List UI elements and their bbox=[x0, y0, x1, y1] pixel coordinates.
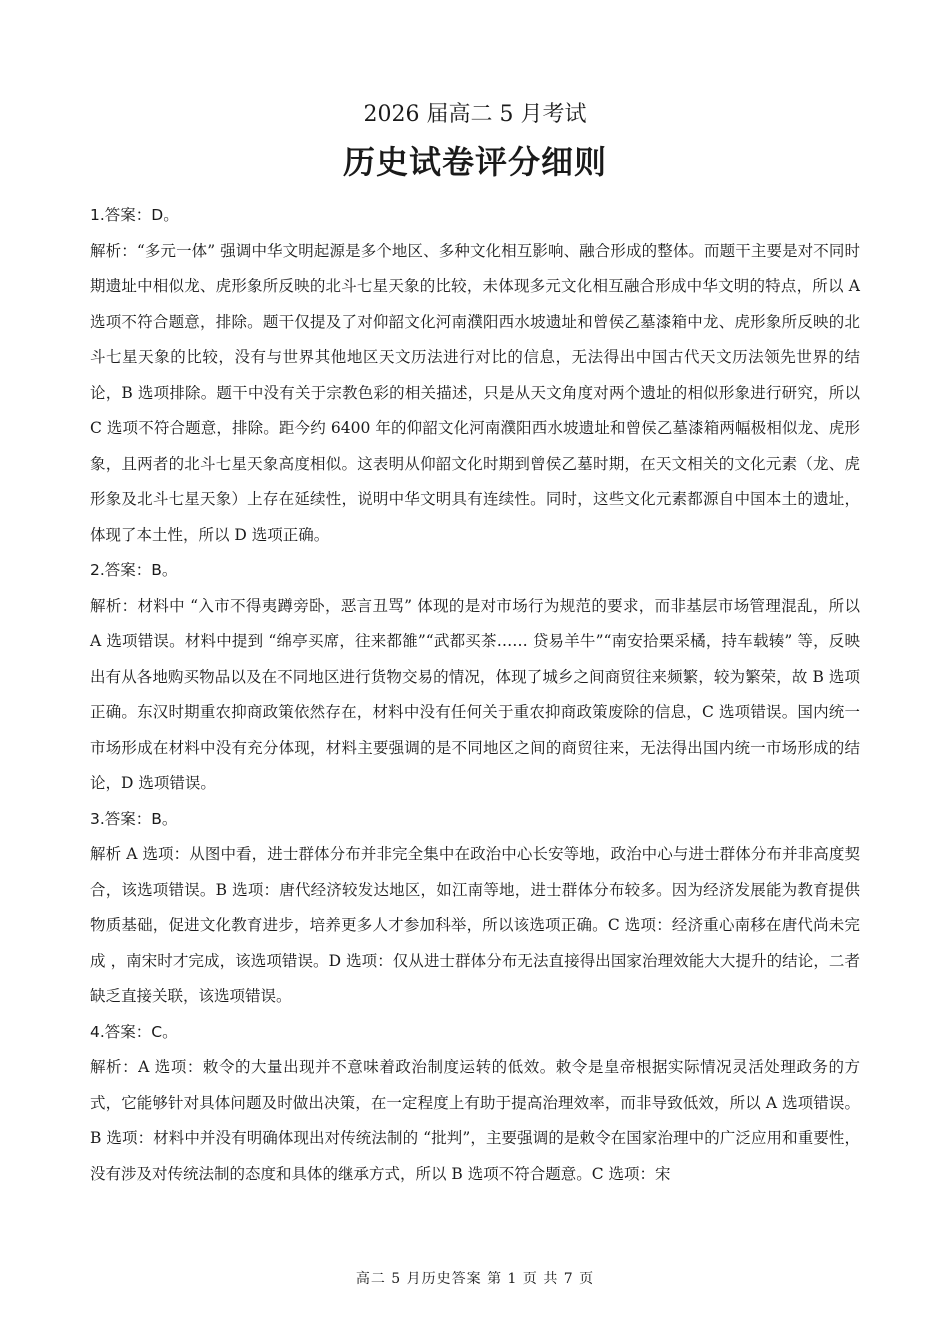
q3-answer: 3.答案：B。 bbox=[90, 809, 178, 828]
q1-analysis: 解析：“多元一体” 强调中华文明起源是多个地区、多种文化相互影响、融合形成的整体。而题干主要是对不同时期遗址中相似龙、虎形象所反映的北斗七星天象的比较，未体现多元文化相互融合形成中华文明的特点，所以 A 选项不符合题意，排除。题干仅提及了对仰韶文化河南濮阳西水坡遗址和曾侯乙墓漆箱中龙、虎形象所反映的北斗七星天象的比较，没有与世界其他地区天文历法进行对比的信息，无法得出中国古代天文历法领先世界的结论，B 选项排除。题干中没有关于宗教色彩的相关描述，只是从天文角度对两个遗址的相似形象进行研究，所以 C 选项不符合题意，排除。距今约 6400 年的仰韶文化河南濮阳西水坡遗址和曾侯乙墓漆箱两幅极相似龙、虎形象，且两者的北斗七星天象高度相似。这表明从仰韶文化时期到曾侯乙墓时期，在天文相关的文化元素（龙、虎形象及北斗七星天象）上存在延续性，说明中华文明具有连续性。同时，这些文化元素都源自中国本土的遗址，体现了本土性，所以 D 选项正确。 bbox=[90, 241, 860, 544]
q4-analysis: 解析：A 选项：敕令的大量出现并不意味着政治制度运转的低效。敕令是皇帝根据实际情况灵活处理政务的方式，它能够针对具体问题及时做出决策，在一定程度上有助于提高治理效率，而非导致低效，所以 A 选项错误。B 选项：材料中并没有明确体现出对传统法制的 “批判”，主要强调的是敕令在国家治理中的广泛应用和重要性，没有涉及对传统法制的态度和具体的继承方式，所以 B 选项不符合题意。C 选项：宋 bbox=[90, 1058, 860, 1183]
page-footer: 高二 5 月历史答案 第 1 页 共 7 页 bbox=[355, 1271, 595, 1287]
q1-answer: 1.答案：D。 bbox=[90, 206, 179, 224]
q2-analysis: 解析：材料中 “入市不得夷蹲旁卧，恶言丑骂” 体现的是对市场行为规范的要求，而非基层市场管理混乱，所以 A 选项错误。材料中提到 “绵亭买席，往来都雒”“武都买茶…… 贷易羊牛”“南安拾栗采橘，持车载辏” 等，反映出有从各地购买物品以及在不同地区进行货物交易的情况，体现了城乡之间商贸往来频繁，较为繁荣，故 B 选项正确。东汉时期重农抑商政策依然存在，材料中没有任何关于重农抑商政策废除的信息，C 选项错误。国内统一市场形成在材料中没有充分体现，材料主要强调的是不同地区之间的商贸往来，无法得出国内统一市场形成的结论，D 选项错误。 bbox=[90, 596, 860, 792]
q2-answer: 2.答案：B。 bbox=[90, 561, 178, 579]
q3-analysis: 解析 A 选项：从图中看，进士群体分布并非完全集中在政治中心长安等地，政治中心与进士群体分布并非高度契合，该选项错误。B 选项：唐代经济较发达地区，如江南等地，进士群体分布较多。因为经济发展能为教育提供物质基础，促进文化教育进步，培养更多人才参加科举，所以该选项正确。C 选项：经济重心南移在唐代尚未完成 ，南宋时才完成，该选项错误。D 选项：仅从进士群体分布无法直接得出国家治理效能大大提升的结论，二者缺乏直接关联，该选项错误。 bbox=[90, 845, 860, 1005]
page-title: 历史试卷评分细则 bbox=[342, 143, 607, 181]
answer-content bbox=[90, 198, 860, 1192]
exam-subtitle: 2026 届高二 5 月考试 bbox=[363, 102, 587, 127]
q4-answer: 4.答案：C。 bbox=[90, 1022, 178, 1041]
